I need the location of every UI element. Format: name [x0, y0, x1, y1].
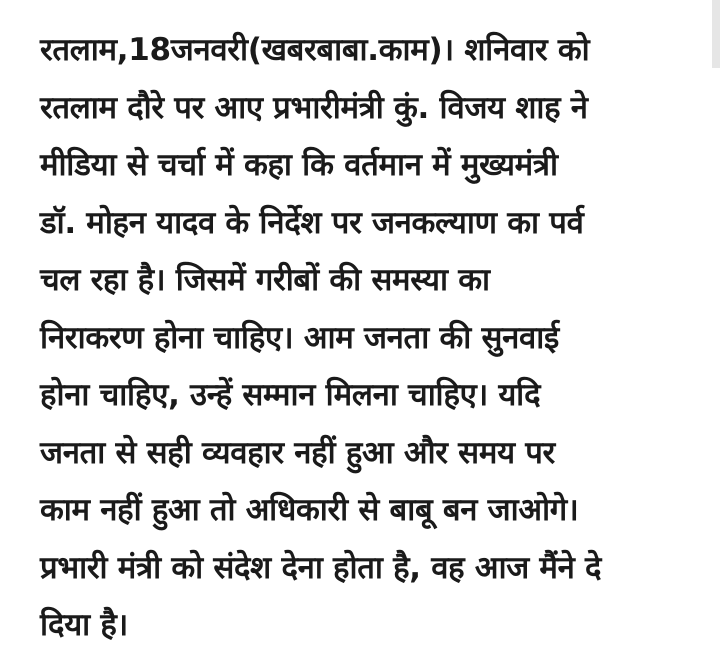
article-line: चल रहा है। जिसमें गरीबों की समस्या का: [40, 262, 490, 298]
article-line: रतलाम,18जनवरी(खबरबाबा.काम)। शनिवार को: [40, 32, 590, 68]
article-line: रतलाम दौरे पर आए प्रभारीमंत्री कुं. विजय शाह ने: [40, 89, 588, 126]
article-line: होना चाहिए, उन्हें सम्मान मिलना चाहिए। यदि: [40, 377, 541, 413]
article-line: निराकरण होना चाहिए। आम जनता की सुनवाई: [40, 319, 559, 356]
article-line: मीडिया से चर्चा में कहा कि वर्तमान में मुख्यमंत्री: [40, 147, 558, 183]
right-edge-mark: [712, 0, 720, 68]
article-line: दिया है।: [40, 607, 129, 643]
article-line: डॉ. मोहन यादव के निर्देश पर जनकल्याण का पर्व: [40, 204, 584, 241]
article-line: जनता से सही व्यवहार नहीं हुआ और समय पर: [40, 434, 555, 471]
article-body: [40, 22, 700, 655]
article-line: काम नहीं हुआ तो अधिकारी से बाबू बन जाओगे।: [40, 492, 579, 528]
article-line: प्रभारी मंत्री को संदेश देना होता है, वह आज मैंने दे: [40, 549, 602, 586]
